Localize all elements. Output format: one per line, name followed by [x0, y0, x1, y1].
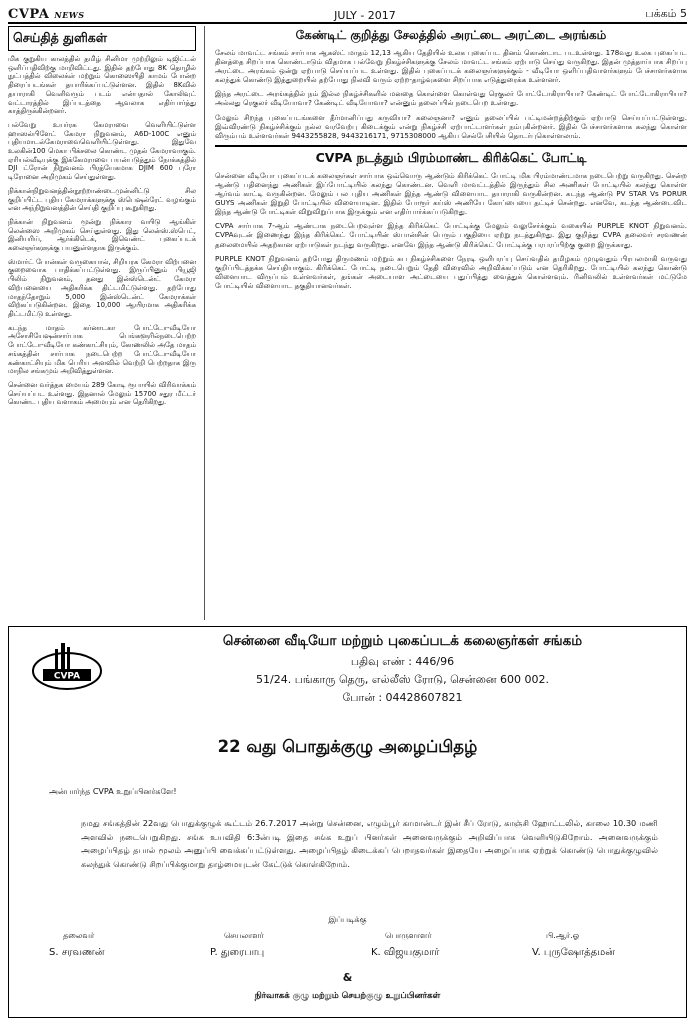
brand-logo: CVPA NEWS [8, 7, 85, 22]
news-bit: நிக்கான் நிறுவனம் மூன்று நிக்கார வயிடு ஆங்கிள் லென்ஸை அறிமுகம் செய்துள்ளது. இது லென்ஸ்.ஸ்பெட், இனியரிய், ஆர்க்கிடெக், இவெண்ட் புகைப்படக் கலைஞர்களுக்கு பயனுள்ளதாக இருக்கும். [8, 217, 196, 253]
invitation-body: நமது சங்கத்தின் 22வது பொதுக்குழுக் கூட்டம் 26.7.2017 அன்று சென்னை, எழும்பூர் காமான்டர் இன் சீப் ரோடு, காஞ்சி ஹோட்டலில், காலை 10.30 மணி அளவில் நடைபெறுகிறது. சங்க உயவிதி 6:3ன்படி இதை சங்க உறுப் பினர்கள் அனைவருக்கும் அறிவிப்பாக வெளியிடுகிறோம். அனைவருக்கும் அழைப்பிதழ் தபால் மூலம் அனுப்பி வைக்கப்பட்டுள்ளது. அழைப்பிதழ் கிடைக்கப் பெறாதவர்கள் இதையே அழைப்பாக ஏற்றுக் கொண்டு பொதுக்குழுவில் கலந்துக் கொண்டு சிறப்பிக்குமாறு தாழ்மையுடன் கேட்டுக் கொள்கிறோம். [81, 818, 658, 869]
registration-number: பதிவு எண் : 446/96 [350, 655, 455, 668]
cricket-article-title: CVPA நடத்தும் பிரம்மாண்ட கிரிக்கெட் போட்டி [215, 145, 687, 167]
cricket-article-paragraph: PURPLE KNOT நிறுவனம் தற்போது திருமணம் மற்றும் சுப நிகழ்ச்சிகளை நேரடி ஒளிபரப்பு செய்வதில் தமிழகம் முழுவதும் பிரபலமாகி வருவது குறிப்பிடத்தக்க செய்தியாகும். கிரிக்கெட் போட்டி நடைபெறும் தேதி விரைவில் அறிவிக்கப்படும் என தெரிகிறது. போட்டியில் கலந்து கொண்டு விளையாட விருப்பம் உள்ளவர்கள், தங்கள் அடையாள அட்டையை புதுப்பித்து வைத்துக் கொள்ளவும். ரினிவலில் உள்ளவர்கள் மட்டுமே போட்டியில் விளையாட தகுதியானவர்கள். [215, 253, 687, 290]
ampersand: & [342, 971, 353, 984]
page-number: பக்கம் 5 [645, 7, 687, 20]
cvpa-logo-icon [31, 641, 103, 695]
officers-list [49, 931, 662, 959]
invitation-title: 22 வது பொதுக்குழு அழைப்பிதழ் [217, 737, 478, 756]
page-header [8, 4, 687, 24]
org-address: 51/24. பங்காரு தெரு, எல்லீஸ் ரோடு, சென்னை 600 002. [256, 673, 549, 686]
salem-article-paragraph: இந்த அரட்டை அரங்கத்தில் நம் இல்ல நிகழ்ச்சிகளில் மனதை கொள்ளை கொள்வது ரெகுலர் போட்டோகிராபியா? கேண்டிட் போட்டோகிராபியா? அல்லது ரெகுலர் வீடியோவா? கேண்டிட் வீடியோவா? என்னும் தலைப்பில் நடைபெற உள்ளது. [215, 89, 687, 108]
svg-text:CVPA: CVPA [53, 671, 81, 682]
article-columns [8, 26, 687, 620]
org-name: சென்னை வீடியோ மற்றும் புகைப்படக் கலைஞர்கள் சங்கம் [222, 633, 583, 649]
officer-treasurer [371, 931, 501, 959]
officer-name: K. விஜயகுமார் [371, 947, 440, 958]
main-articles-column [205, 26, 687, 620]
invitation-greeting: அன்பார்ந்த CVPA உறுப்பினர்களே! [49, 787, 177, 796]
officer-pro [532, 931, 662, 959]
general-body-invitation [8, 626, 687, 1018]
issue-date: JULY - 2017 [334, 9, 396, 22]
officer-role: பி.ஆர்.ஓ [546, 931, 580, 940]
salem-article-title: கேண்டிட் குறித்து சேலத்தில் அரட்டை அரட்டை அரங்கம் [295, 28, 607, 42]
cricket-article-paragraph: சென்னை வீடியோ புகைப்படக் கலைஞர்கள் சார்பாக ஒவ்வொரு ஆண்டும் கிரிக்கெட் போட்டி மிக பிரம்மாண்டமாக நடைபெற்று வருகிறது. சென்ற ஆண்டு பதினைந்து அணிகள் இப்போட்டியில் கலந்து கொண்டன. வெளி மாவட்டத்தில் இருந்தும் சில அணிகள் போட்டியில் கலந்து கொள்ள ஆர்வம் காட்டி வருகின்றன. மேலும் பல புதிய அணிகள் இந்த ஆண்டு விளையாட தயாராகி வருகின்றன. கடந்த ஆண்டு PV STAR Vs PORUR GUYS அணிகள் இறுதி போட்டியில் விளையாடின. இதில் போரூர் கய்ஸ் அணியே கோப்பையை தட்டிச் சென்றது. எனவே, கடந்த ஆண்டைவிட இந்த ஆண்டு போட்டிகள் விறுவிறுப்பாக இருக்கும் என எதிர்பார்க்கப்படுகிறது. [215, 170, 687, 217]
committee-line: நிர்வாகக் குழு மற்றும் செயற்குழு உறுப்பினர்கள் [254, 991, 441, 1001]
news-bit: கடந்த மாதம் கர்னாடகா போட்டோ-வீடியோ அசோசியேஷன்சார்பாக பெங்களூரில்நடைபெற்ற போட்டோ-வீடியோ கண்காட்சியும், கோணலில் அதே மாதம் சங்கத்தின் சார்பாக நடைபெற்ற போட்டோ-வீடியோ கண்காட்சியும் மிக பெரிய அளவில் வெற்றி பெற்றதாக இரு மாநில சங்கமும் அறிவித்துள்ளன. [8, 323, 196, 376]
news-bits-column [8, 26, 205, 620]
officer-name: V. புருஷோத்தமன் [532, 947, 615, 958]
news-bit: சென்னை வர்த்தக மையம் 289 கோடி ரூபாயில் விரிவாக்கம் செய்யப்பட உள்ளது. இதனால் மேலும் 15700 சதுர மீட்டர் கொண்ட புதிய வளாகம் அமையும் என தெரிகிறது. [8, 380, 196, 407]
officer-role: தலைவர் [63, 931, 95, 940]
cricket-article-paragraph: CVPA சார்பாக 7-ஆம் ஆண்டாக நடைபெறவுள்ள இந்த கிரிக்கெட் போட்டிக்கு மேலும் வலுசேர்க்கும் வகையில் PURPLE KNOT நிறுவனம். CVPAவுடன் இணைந்து இந்த கிரிக்கெட் போட்டியின் ஸ்பான்சின் பெரும் பகுதியை ஏற்று நடத்துகிறது. இது குறித்து CVPA தலைவர் சரவணன் தலைமையில் அதற்கான ஏற்பாடுகள் நடந்து வருகிறது. எனவே இந்த ஆண்டு கிரிக்கெட் போட்டிக்கு பரபரப்பிற்கு குறை இருக்காது. [215, 221, 687, 249]
salem-article-paragraph: மேலும் சிறந்த புகைப்படங்களை தீர்மானிப்பது கருவியா? கலைஞனா? எனும் தலைப்பில் பட்டிமன்றத்திற்கும் ஏற்பாடு செய்யப்பட்டுள்ளது. இவ்விரண்டு நிகழ்ச்சிக்கும் நல்ல வரவேற்பு கிடைக்கும் என்று நிகழ்ச்சி ஏற்பாட்டாளர்கள் நம்புகின்றனர். இதில் பேச்சாளர்களாக கலந்து கொள்ள விரும்பம் உள்ளவர்கள் 9443255828, 9443216171, 9715308000 ஆகிய செல்பேசியில் தொடர்புகொள்ளலாம். [215, 112, 687, 140]
officer-role: செயலாளர் [224, 931, 264, 940]
news-bit: பல்வேறு உயர்ரக கேமராவை வெளியிட்டுள்ள ஹாஸல்பிளேட் கேமரா நிறுவனம், A6D-100C எனும் புதியமாடல்கேமராவைவெளியிட்டுள்ளது. இதுவே உலகின்100 மெகா பிக்சலை கொண்ட முதல் கேமராவாகும். ஏரியல்வீடியுக்கு இக்கேமராவை பயன்படுத்தும் நோக்கத்தில் DJI ட்ரோன் நிறுவனம் பிரத்யேகமாக DJIM 600 புரோ டிரோனை அறிமுகம் செய்துள்ளது. [8, 120, 196, 182]
officer-role: பொருளாளர் [385, 931, 432, 940]
news-bit: நிக்கான்நிறுவனத்தின்நூற்றாண்டைமுன்னிட்டு சில குறிப்பிட்ட புதிய கேமராக்களுக்கு ஸ்பெஷல்ரேட் வழங்கும் என அந்நிறுவனத்தின் செய்தி குறிப்பு கூறுகிறது. [8, 186, 196, 213]
regards-line: இப்படிக்கு [328, 915, 367, 924]
org-phone: போன் : 04428607821 [342, 691, 463, 704]
officer-name: S. சரவணன் [49, 947, 105, 958]
officer-secretary [210, 931, 340, 959]
news-bit: ஸ்மார்ட் போன்கள் வருகையால், சிறியரக கேமரா விற்பனை குறைவைாக பாதிக்கப்பட்டுள்ளது. இருப்பினும் பியூஜி பிலிம் நிறுவனம், தனது இன்ஸ்டென்ட் கேமரா விற்பனையை அதிகரிக்க திட்டமிட்டுள்ளது. தற்போது மாதந்தோறும் 5,000 இன்ஸ்டென்ட் கேமராக்கள் விற்கப்படுகின்றன. இதை 10,000 ஆயிரமாக அதிகரிக்க திட்டமிட்டு உள்ளது. [8, 257, 196, 318]
salem-article-paragraph: சேலம் மாவட்ட சங்கம் சார்பாக ஆகஸ்ட் மாதம் 12,13 ஆகிய தேதியில் உலக புகைப்பட தினம் கொண்டாட படஉள்ளது. 178வது உலக புகைப்பட தினத்தை சிறப்பாக கொண்டாடும் விதமாக பல்வேறு நிகழ்ச்சிகளுக்கு சேலம் மாவட்ட சங்கம் ஏற்பாடு செய்து வருகிறது. இதன் முத்தாய்பாக சிறப்பு அரட்டை அரங்கம் ஒன்று ஏற்பாடு செய்யப்பட உள்ளது. இதில் புகைப்படக் கலைஞர்களுக்கும் - வீடியோ ஒளிப்பதிவாளர்களும் பேச்சாளர்களாக கலந்துக் கொண்டு இத்துறையில் தற்போது நிலவி வரும் ஏற்ற-தாழ்வுகளை சிறப்பாக எடுத்துரைக்க உள்ளனர். [215, 48, 687, 85]
officer-president [49, 931, 179, 959]
org-details [129, 633, 676, 709]
news-bits-title: செய்தித் துளிகள் [8, 26, 196, 51]
officer-name: P. துரைபாபு [210, 947, 265, 958]
news-bit: மிக குறுகிய காலத்தில் தமிழ் சினிமா முற்றிலும் டிஜிட்டல் ஒளிப்பதிவிற்கு மாறிவிட்டது. இதில் தற்போது 8K தொழில் நுட்பத்தில் விலைக்ள் மற்றும் கொஸையிதி காமம் போன்ற திரைப்படங்கள் தயாரிக்கப்பட்டுள்ளன. இதில் 8Kவில் தயாராகி வெளிவரும் படம் என்பதால் கோலிவுட் வட்டாரத்தில் இப்படத்தை ஆவலாக எதிர்பார்த்து காத்திருக்கின்றனர். [8, 55, 196, 116]
